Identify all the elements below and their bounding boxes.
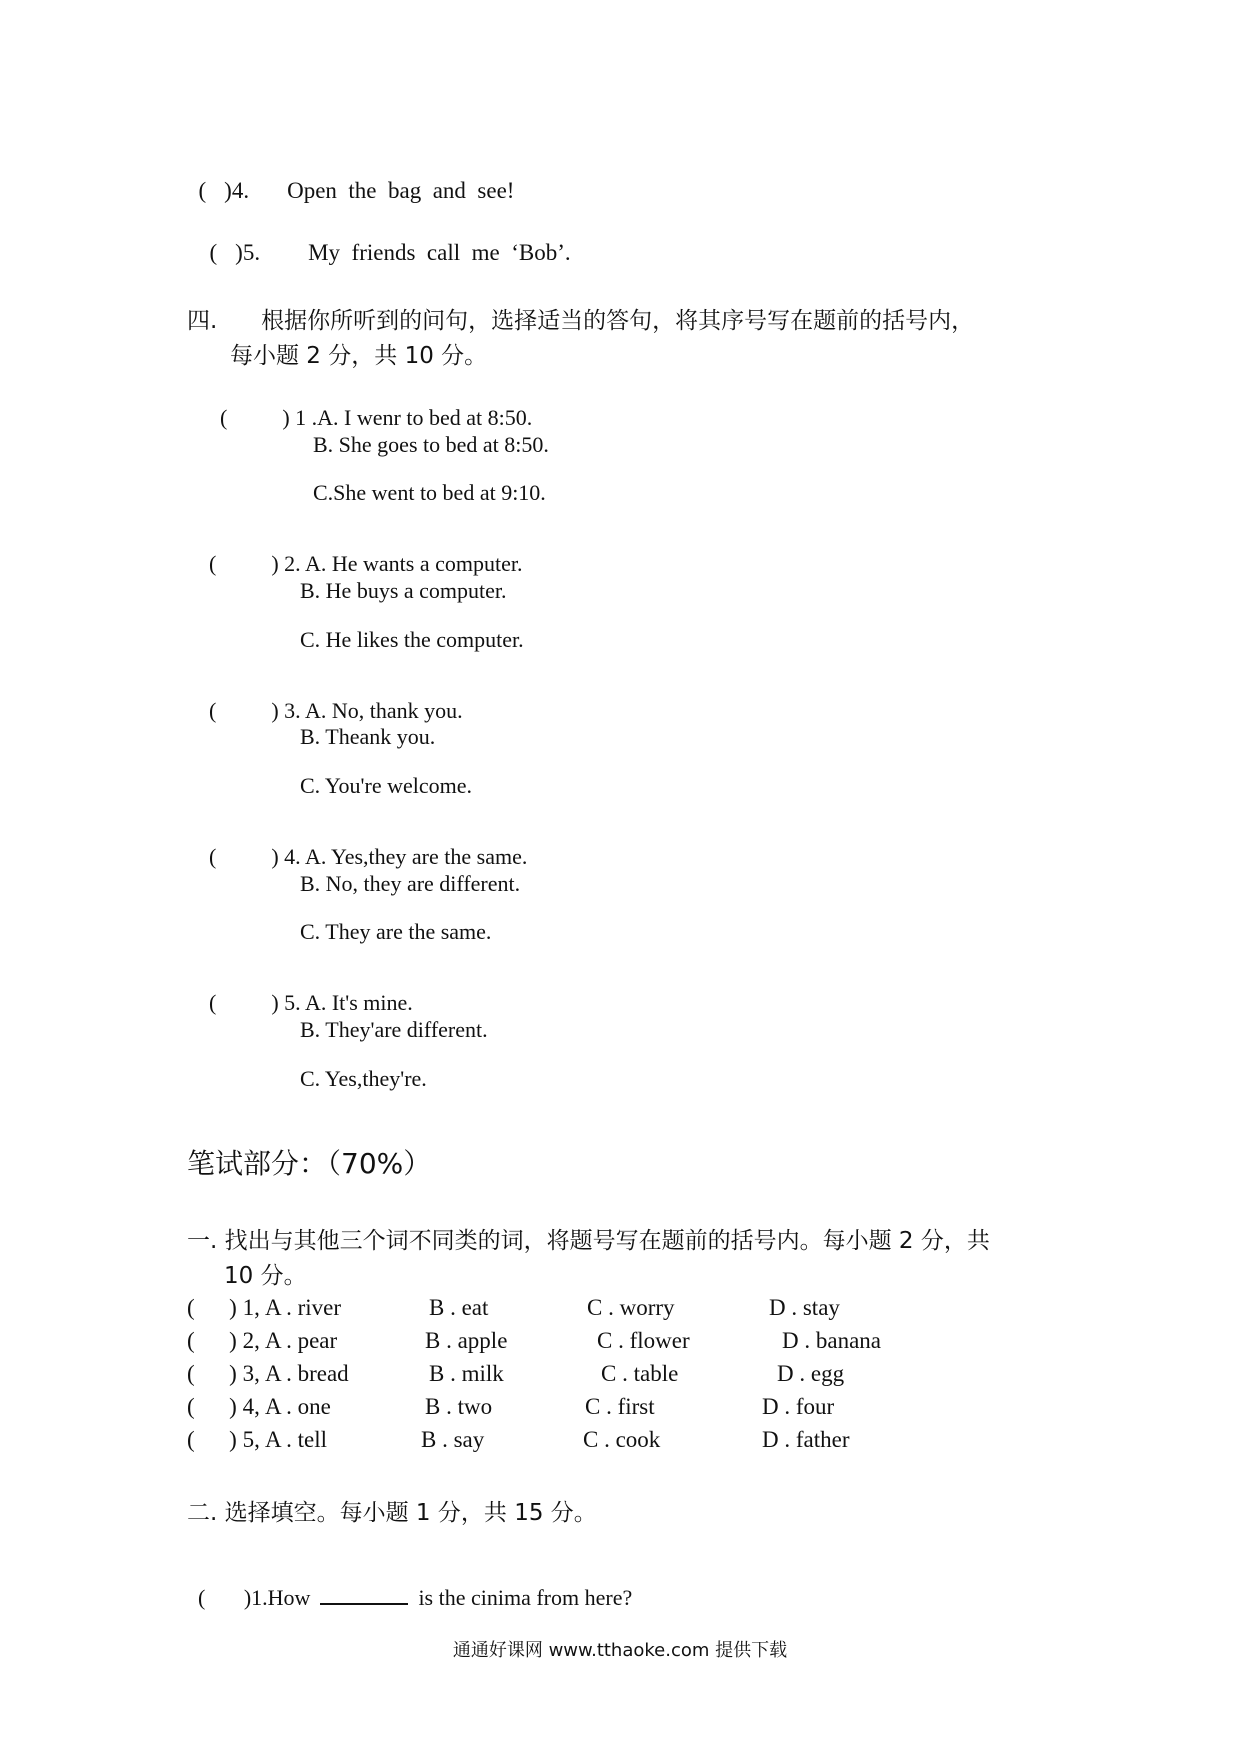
section-w1-heading-line2: 10 分。 (224, 1263, 307, 1289)
option-a: A . bread (265, 1361, 349, 1386)
answer-bracket[interactable]: ( ) 4. (209, 844, 301, 869)
option-b: B . two (425, 1394, 493, 1419)
option-b: B . apple (425, 1328, 508, 1353)
question-text: is the cinima from here? (418, 1585, 633, 1610)
fill-blank[interactable] (320, 1585, 408, 1605)
answer-bracket[interactable]: ( ) 2. (209, 551, 301, 576)
section-4-heading: 四. 根据你所听到的问句，选择适当的答句，将其序号写在题前的括号内， (187, 308, 975, 334)
option-a: A . one (265, 1394, 331, 1419)
option-a: A. I wenr to bed at 8:50. (317, 405, 533, 430)
word-row-4 (187, 1395, 947, 1421)
option-b: B. No, they are different. (300, 871, 521, 896)
word-row-5 (187, 1428, 947, 1454)
answer-bracket[interactable]: ( ) 5. (209, 990, 301, 1015)
option-a: A. Yes,they are the same. (304, 844, 528, 869)
answer-bracket[interactable]: ( ) 3. (209, 698, 301, 723)
option-d: D . four (762, 1394, 835, 1419)
option-b: B. Theank you. (300, 724, 436, 749)
answer-bracket[interactable]: ( (209, 240, 218, 265)
answer-bracket[interactable]: ( ) 4, (187, 1394, 260, 1419)
item-4 (187, 156, 514, 202)
option-c: C . worry (587, 1295, 675, 1320)
option-b: B. They'are different. (300, 1017, 488, 1042)
word-row-3 (187, 1362, 947, 1388)
option-c: C . first (585, 1394, 655, 1419)
answer-bracket[interactable]: ( (198, 178, 207, 203)
option-a: A . river (265, 1295, 342, 1320)
item-5 (198, 218, 571, 264)
option-c: C. Yes,they're. (300, 1066, 427, 1091)
option-a: A. It's mine. (304, 990, 413, 1015)
section-w2-heading: 二. 选择填空。每小题 1 分，共 15 分。 (187, 1500, 597, 1526)
option-c: C.She went to bed at 9:10. (313, 480, 546, 505)
word-row-2 (187, 1329, 947, 1355)
option-a: A . tell (265, 1427, 327, 1452)
option-c: C . flower (597, 1328, 690, 1353)
answer-bracket[interactable]: ( ) 3, (187, 1361, 260, 1386)
answer-bracket[interactable]: ( ) 5, (187, 1427, 260, 1452)
word-row-1 (187, 1296, 947, 1322)
option-d: D . egg (777, 1361, 845, 1386)
fill-question-1 (187, 1563, 632, 1609)
option-a: A. He wants a computer. (304, 551, 523, 576)
option-d: D . father (762, 1427, 850, 1452)
answer-bracket[interactable]: ( )1.How (198, 1585, 311, 1610)
option-b: B . say (421, 1427, 485, 1452)
item-number: )4. (224, 178, 250, 203)
option-c: C. They are the same. (300, 919, 492, 944)
answer-bracket[interactable]: ( ) 1, (187, 1295, 260, 1320)
section-4-heading-line2: 每小题 2 分，共 10 分。 (230, 343, 488, 369)
option-b: B . milk (429, 1361, 504, 1386)
option-c: C. He likes the computer. (300, 627, 524, 652)
item-text: My friends call me ‘Bob’. (308, 240, 571, 265)
option-d: D . stay (769, 1295, 840, 1320)
option-c: C . cook (583, 1427, 661, 1452)
item-number: )5. (235, 240, 261, 265)
answer-bracket[interactable]: ( ) 1 . (220, 405, 318, 430)
option-b: B . eat (429, 1295, 489, 1320)
option-a: A. No, thank you. (304, 698, 463, 723)
option-a: A . pear (265, 1328, 338, 1353)
item-text: Open the bag and see! (287, 178, 515, 203)
option-c: C. You're welcome. (300, 773, 473, 798)
option-b: B. He buys a computer. (300, 578, 507, 603)
written-part-title: 笔试部分：（70%） (187, 1147, 432, 1180)
option-b: B. She goes to bed at 8:50. (313, 432, 549, 457)
footer-text: 通通好课网 www.tthaoke.com 提供下载 (452, 1640, 788, 1661)
option-c: C . table (601, 1361, 679, 1386)
answer-bracket[interactable]: ( ) 2, (187, 1328, 260, 1353)
section-w1-heading: 一. 找出与其他三个词不同类的词，将题号写在题前的括号内。每小题 2 分，共 (187, 1228, 990, 1254)
option-d: D . banana (782, 1328, 881, 1353)
